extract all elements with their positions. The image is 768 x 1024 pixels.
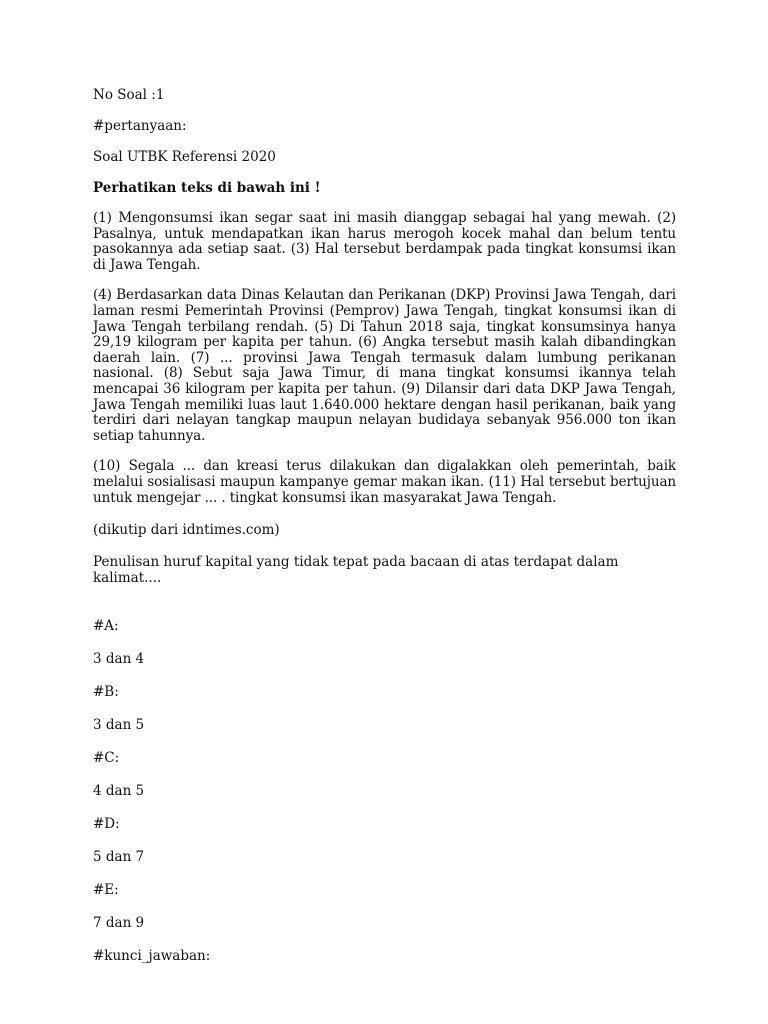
citation: (dikutip dari idntimes.com): [93, 522, 280, 539]
paragraph-1: (1) Mengonsumsi ikan segar saat ini masih dianggap sebagai hal yang mewah. (2) Pasalnya, untuk mendapatkan ikan harus merogoh kocek mahal dan belum tentu pasokannya ada setiap saat. (3) Hal tersebut berdampak pada tingkat konsumsi ikan di Jawa Tengah.: [93, 210, 676, 273]
option-label-d: #D:: [93, 816, 120, 833]
option-label-e: #E:: [93, 882, 119, 899]
answer-key-tag: #kunci_jawaban:: [93, 948, 211, 965]
question-number: No Soal :1: [93, 87, 165, 103]
question-tag: #pertanyaan:: [93, 118, 187, 134]
option-label-b: #B:: [93, 684, 119, 701]
paragraph-3: (10) Segala ... dan kreasi terus dilakukan dan digalakkan oleh pemerintah, baik melalui sosialisasi maupun kampanye gemar makan ikan. (11) Hal tersebut bertujuan untuk mengejar ... . tingkat konsumsi ikan masyarakat Jawa Tengah.: [93, 458, 676, 506]
source-line: Soal UTBK Referensi 2020: [93, 149, 276, 165]
instruction-heading: Perhatikan teks di bawah ini !: [93, 180, 321, 196]
question-text: Penulisan huruf kapital yang tidak tepat pada bacaan di atas terdapat dalam kalimat....: [93, 554, 619, 587]
option-value-a: 3 dan 4: [93, 651, 145, 668]
paragraph-2: (4) Berdasarkan data Dinas Kelautan dan Perikanan (DKP) Provinsi Jawa Tengah, dari laman resmi Pemerintah Provinsi (Pemprov) Jawa Tengah, tingkat konsumsi ikan di Jawa Tengah terbilang rendah. (5) Di Tahun 2018 saja, tingkat konsumsinya hanya 29,19 kilogram per kapita per tahun. (6) Angka tersebut masih kalah dibandingkan daerah lain. (7) ... provinsi Jawa Tengah termasuk dalam lumbung perikanan nasional. (8) Sebut saja Jawa Timur, di mana tingkat konsumsi ikannya telah mencapai 36 kilogram per kapita per tahun. (9) Dilansir dari data DKP Jawa Tengah, Jawa Tengah memiliki luas laut 1.640.000 hektare dengan hasil perikanan, baik yang terdiri dari nelayan tangkap maupun nelayan budidaya sebanyak 956.000 ton ikan setiap tahunnya.: [93, 287, 676, 444]
option-label-a: #A:: [93, 618, 119, 635]
option-value-b: 3 dan 5: [93, 717, 145, 734]
answer-options: [93, 618, 676, 931]
option-value-d: 5 dan 7: [93, 849, 145, 866]
option-label-c: #C:: [93, 750, 120, 767]
option-value-c: 4 dan 5: [93, 783, 145, 800]
option-value-e: 7 dan 9: [93, 915, 145, 932]
